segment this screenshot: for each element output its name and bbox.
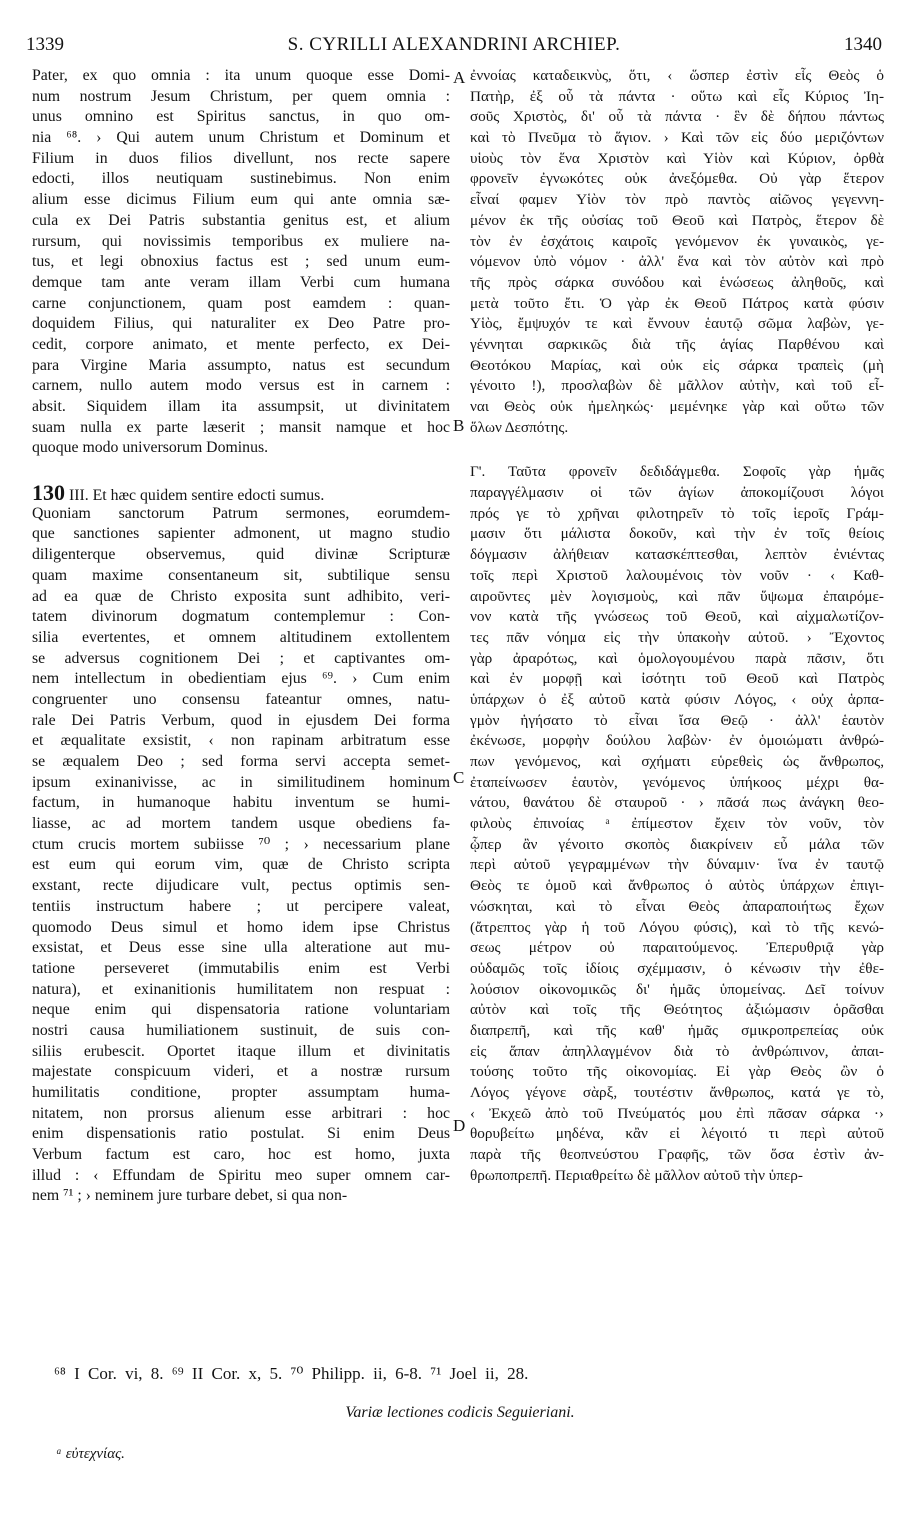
latin-text-line: majestate conspicuum videri, et a nostræ rursum [32,1063,450,1081]
latin-text-line: tus, et legi obnoxius factus est ; sed unum eum- [32,253,450,271]
latin-text-line: et æqualitate exsistit, ‹ non rapinam arbitratum esse [32,732,450,750]
latin-text-line: Quoniam sanctorum Patrum sermones, eorumdem- [32,504,450,522]
greek-text-line: καὶ τὸ Πνεῦμα τὸ ἅγιον. › Καὶ τῶν εἰς δύο μεριζόντων [470,129,884,147]
variant-note: ᵃ εὐτεχνίας. [56,1446,125,1462]
margin-marker-c: C [453,768,465,787]
greek-text-line: πων γενόμενος, καὶ σχήματι εὑρεθεὶς ὡς ἄνθρωπος, [470,753,884,770]
latin-text-line: absit. Siquidem illam ita assumpsit, ut divinitatem [32,398,450,415]
page-number-right: 1340 [844,34,882,55]
greek-text-line: νώσκηται, καὶ τὸ εἶναι Θεὸς ἀπαραποιήτως ἔχων [470,897,884,915]
latin-text-line: carnem, nullo autem modo versus est in carnem : [32,377,450,395]
greek-paragraph-1 [470,66,884,438]
greek-text-line: τὸν ἐν ἐσχάτοις καιροῖς γενόμενον ἐκ γυναικὸς, γε- [470,232,884,250]
greek-text-line: λούσιον οἰκονομικῶς δι' ἡμᾶς ὑπομείνας. Δεῖ τοίνυν [470,980,884,998]
latin-text-line: se adversus cognitionem Dei ; et captivantes om- [32,649,450,667]
latin-text-line: se æqualem Deo ; sed forma servi accepta semet- [32,753,450,770]
greek-text-line: γμὸν ἡγήσατο τὸ εἶναι ἴσα Θεῷ · ἀλλ' ἑαυτὸν [470,711,884,729]
latin-text-line: enim dispensationis ratio postulat. Si enim Deus [32,1125,450,1143]
latin-text-line: para Virgine Maria assumpto, natus est secundum [32,356,450,374]
latin-text-line: cula ex Dei Patris substantia genitus est, et alium [32,211,450,229]
greek-text-line: μετὰ τοῦτο ἔτι. Ὁ γὰρ ἐκ Θεοῦ Πάτρος κατὰ φύσιν [470,294,884,312]
greek-text-line: παραγγέλμασιν οἱ τῶν ἁγίων ἀποκομίζουσι λόγοι [470,484,884,502]
latin-text-line: alium esse dicimus Filium eum qui ante omnia sæ- [32,191,450,209]
greek-text-line: εἶναί φαμεν Υἱὸν τὸν πρὸ παντὸς αἰῶνος γεγεννη- [470,191,884,209]
latin-text-line: nem ⁷¹ ; › neminem jure turbare debet, si qua non- [32,1187,348,1205]
greek-text-line: πρός γε τὸ χρῆναι φιλοτηρεῖν τὸ τοῖς ἱεροῖς Γράμ- [470,504,884,522]
greek-text-line: Υἱὸς, ἔμψυχόν τε καὶ ἔννουν ἑαυτῷ σῶμα λαβὼν, γε- [470,315,884,333]
section-heading-line: III. Et hæc quidem sentire edocti sumus. [68,487,325,505]
greek-text-line: ᾧπερ ἂν γένοιτο σκοπὸς διακρίνειν εὖ μάλα τῶν [470,835,884,853]
latin-text-line: unus omnino est Spiritus sanctus, in quo om- [32,108,450,126]
greek-text-line: ‹ Ἐκχεῶ ἀπὸ τοῦ Πνεύματός μου ἐπὶ πᾶσαν σάρκα ·› [470,1104,884,1122]
latin-text-line: carne conjunctionem, quam post eamdem : quan- [32,294,450,312]
latin-text-line: neque enim qui dispensatoria ratione voluntariam [32,1001,450,1019]
section-number: 130 [32,480,65,506]
latin-text-line: nitatem, non prorsus alienum esse arbitrari : hoc [32,1104,450,1122]
greek-text-line: φιλοὺς ἐπινοίας ᵃ ἐπίμεστον ἔχειν τὸν νοῦν, τὸν [470,815,884,833]
latin-text-line: cedit, corpore animato, et mente perfecto, ex Dei- [32,335,450,353]
latin-text-line: tatione perseveret (immutabilis enim est Verbi [32,959,450,977]
latin-text-line: ipsum exinanivisse, ac in similitudinem hominum [32,773,450,791]
margin-marker-b: B [453,416,465,435]
greek-text-line: αὐτὸν καὶ τοῖς τῆς Θεότητος ἀξιώμασιν ὁρᾶσθαι [470,1001,884,1019]
latin-text-line: congruenter uno consensu fateantur omnes, natu- [32,690,450,708]
variae-lectiones-heading: Variæ lectiones codicis Seguieriani. [345,1404,575,1421]
latin-text-line: demque tam ante veram illam Verbi cum humana [32,273,450,291]
latin-text-line: nostri causa humiliationem sustinuit, de suis con- [32,1021,450,1039]
greek-text-line: τῆς πρὸς σάρκα συνόδου καὶ ἑνώσεως ἀληθοῦς, καὶ [470,273,884,291]
greek-text-line: Πατὴρ, ἐξ οὗ τὰ πάντα · οὕτω καὶ εἷς Κύριος Ἰη- [470,87,884,105]
greek-text-line: καὶ ἐν μορφῇ καὶ ἰσότητι τοῦ Θεοῦ καὶ Πατρὸς [470,670,884,688]
greek-text-line: ἐταπείνωσεν ἑαυτὸν, γενόμενος ὑπήκοος μέχρι θα- [470,773,884,791]
greek-text-line: ναι Θεὸς οὐκ ἠμεληκώς· μεμένηκε γὰρ καὶ οὕτω τῶν [470,398,884,415]
greek-column [470,66,884,1186]
greek-text-line: τοῖς περὶ Χριστοῦ λαλουμένοις τὸν νοῦν · ‹ Καθ- [470,566,884,584]
latin-text-line: ctum crucis mortem subiisse ⁷⁰ ; › necessarium plane [32,835,450,853]
latin-text-line: factum, in humanoque habitu inventum se humi- [32,794,450,812]
latin-text-line: Pater, ex quo omnia : ita unum quoque esse Domi- [32,67,450,84]
greek-text-line: φρονεῖν ἐγνωκότες οὐκ ἀνεξόμεθα. Οὐ γὰρ ἕτερον [470,170,884,188]
greek-text-line: θορυβείτω μηδένα, κἂν εἰ λέγοιτό τι περὶ αὐτοῦ [470,1125,884,1143]
latin-text-line: tatem divinorum dogmatum contemplemur : Con- [32,608,450,626]
margin-marker-d: D [453,1116,466,1135]
latin-text-line: rale Dei Patris Verbum, quod in ejusdem Dei forma [32,711,450,729]
latin-text-line: natura), et exinanitionis humilitatem non respuat : [32,980,450,998]
latin-text-line: tentiis instructum habere ; ut percipere valeat, [32,897,450,915]
greek-text-line: Λόγος γέγονε σὰρξ, τουτέστιν ἄνθρωπος, κατά γε τὸ, [470,1084,884,1101]
latin-text-line: silia evertentes, et omnem altitudinem extollentem [32,628,450,646]
greek-text-line: υἱοὺς τὸν ἕνα Χριστὸν καὶ Υἱὸν καὶ Κύριον, ὀρθὰ [470,149,884,167]
greek-text-line: εἰς ἅπαν ἀπηλλαγμένον διὰ τὸ ἀνθρώπινον, ἀπαι- [470,1042,884,1060]
latin-paragraph-2 [32,504,450,1207]
greek-text-line: Θεὸς τε ὁμοῦ καὶ ἄνθρωπος ὁ αὐτὸς ὑπάρχων ἐπιγι- [470,877,884,895]
page-number-left: 1339 [26,34,64,55]
greek-text-line: θρωποπρεπῆ. Περιαθρείτω δὲ μᾶλλον αὐτοῦ τὴν ὑπερ- [470,1166,803,1184]
latin-text-line: humilitatis conditione, propter assumptam huma- [32,1084,450,1101]
latin-text-line: quoque modo universorum Dominus. [32,439,269,457]
greek-text-line: σοῦς Χριστὸς, δι' οὗ τὰ πάντα · ἓν δὲ δήπου πάντως [470,108,884,126]
greek-text-line: γένοιτο !), προσλαβὼν δὲ μᾶλλον αὐτὴν, καὶ τοῦ εἶ- [470,377,884,395]
greek-text-line: Γ'. Ταῦτα φρονεῖν δεδιδάγμεθα. Σοφοῖς γὰρ ἡμᾶς [470,463,884,481]
latin-text-line: quomodo Deus simul et homo idem ipse Christus [32,918,450,936]
latin-text-line: exstant, recte dijudicare vult, pectus optimis sen- [32,877,450,895]
greek-text-line: οὐδαμῶς τοῖς ἰδίοις σχέμμασιν, ὁ κένωσιν τὴν ἐθε- [470,959,884,977]
greek-text-line: ἐκένωσε, μορφὴν δούλου λαβὼν· ἐν ὁμοιώματι ἀνθρώ- [470,732,884,750]
greek-paragraph-2 [470,462,884,1186]
latin-text-line: doquidem Filius, qui naturaliter ex Deo Patre pro- [32,315,450,333]
latin-paragraph-1 [32,66,450,459]
latin-text-line: ad ea quæ de Christo exposita sunt adhibito, veri- [32,587,450,605]
latin-text-line: siliis erubescit. Oportet itaque illum et divinitatis [32,1042,450,1060]
greek-text-line: ἐννοίας καταδεικνὺς, ὅτι, ‹ ὥσπερ ἐστὶν εἷς Θεὸς ὁ [470,67,884,84]
greek-text-line: σεως μέτρον οὐ παραιτούμενος. Ἐπερυθριᾷ γὰρ [470,939,884,957]
latin-text-line: diligenterque observemus, quid divinæ Scripturæ [32,546,450,564]
latin-text-line: quam maxime consentaneum sit, subtilique sensu [32,566,450,584]
latin-text-line: nia ⁶⁸. › Qui autem unum Christum et Dominum et [32,129,450,147]
greek-text-line: τες πᾶν νόημα εἰς τὴν ὑπακοὴν αὐτοῦ. › Ἔχοντος [470,628,884,646]
greek-text-line: μένον ἐκ τῆς οὐσίας τοῦ Θεοῦ καὶ Πατρὸς, ἕτερον δὲ [470,211,884,229]
greek-text-line: γὰρ ἀραρότως, καὶ ὁμολογουμένου παρὰ πᾶσιν, ὅτι [470,649,884,667]
greek-text-line: νάτου, θανάτου δὲ σταυροῦ · › πᾶσά πως ἀνάγκη θεο- [470,794,884,812]
greek-text-line: Θεοτόκου Μαρίας, καὶ οὐκ εἰς σάρκα τραπεὶς (μὴ [470,356,884,374]
latin-text-line: illud : ‹ Effundam de Spiritu meo super omnem car- [32,1166,450,1184]
greek-text-line: ὑπάρχων ὁ ἐξ αὐτοῦ κατὰ φύσιν Λόγος, ‹ οὐχ ἁρπα- [470,690,884,708]
greek-text-line: νόμενον ὑπὸ νόμον · ἀλλ' ἕνα καὶ τὸν αὐτὸν καὶ πρὸ [470,253,884,271]
latin-text-line: num nostrum Jesum Christum, per quem omnia : [32,87,450,105]
greek-text-line: αιροῦντες μὲν λογισμοὺς, καὶ πᾶν ὕψωμα ἐπαιρόμε- [470,587,884,605]
greek-text-line: παρὰ τῆς θεοπνεύστου Γραφῆς, τῶν ὅσα ἐστὶν ἀν- [470,1146,884,1164]
latin-text-line: nem intellectum in obedientiam ejus ⁶⁹. › Cum enim [32,670,450,688]
latin-text-line: edocti, illos neutiquam sustinebimus. Non enim [32,170,450,188]
greek-text-line: νον κατὰ τῆς γνώσεως τοῦ Θεοῦ, καὶ αἰχμαλωτίζον- [470,608,884,626]
greek-text-line: (ἄτρεπτος γὰρ ἡ τοῦ Λόγου φύσις), καὶ τὸ τῆς κενώ- [470,918,884,936]
greek-text-line: τούσης τοῦτο τῆς οἰκονομίας. Εἰ γὰρ Θεὸς ὢν ὁ [470,1063,884,1081]
latin-text-line: exsistat, et Deus esse sine ulla alteratione aut mu- [32,939,450,957]
latin-text-line: suam nulla ex parte læserit ; mansit namque et hoc [32,418,450,436]
latin-text-line: Verbum factum est caro, hoc est homo, juxta [32,1146,450,1164]
greek-text-line: περὶ αὐτοῦ γεγραμμένων τὴν δύναμιν· ἵνα ἐν ταυτῷ [470,856,884,874]
latin-text-line: rursum, qui novissimis temporibus ex muliere na- [32,232,450,250]
latin-column [32,66,450,1207]
footnotes: ⁶⁸ I Cor. vi, 8. ⁶⁹ II Cor. x, 5. ⁷⁰ Philipp. ii, 6-8. ⁷¹ Joel ii, 28. [54,1364,529,1383]
running-title: S. CYRILLI ALEXANDRINI ARCHIEP. [287,34,621,55]
greek-text-line: δόγμασιν ἀλήθειαν κατασκέπτεσθαι, λεπτὸν ἐνιέντας [470,546,884,564]
greek-text-line: μασιν ὅτι μάλιστα δοκοῦν, καὶ τὴν ἐν τοῖς θείοις [470,525,884,543]
latin-text-line: Filium in duos filios divellunt, nos recte sapere [32,149,450,167]
greek-text-line: διαπρεπῆ, καὶ τῆς καθ' ἡμᾶς σμικροπρεπείας οὐκ [470,1021,884,1039]
greek-text-line: γέννηται σαρκικῶς διὰ τῆς ἁγίας Παρθένου καὶ [470,335,884,353]
latin-section-start [32,480,450,506]
latin-text-line: est eum qui eorum vim, quæ de Christo scripta [32,856,450,874]
margin-marker-a: A [453,68,466,87]
greek-text-line: ὅλων Δεσπότης. [470,418,569,436]
latin-text-line: que sanctiones sapienter admonent, ut magno studio [32,525,450,543]
page-header [26,30,882,60]
latin-text-line: liasse, ac ad mortem tandem usque obediens fa- [32,815,450,833]
